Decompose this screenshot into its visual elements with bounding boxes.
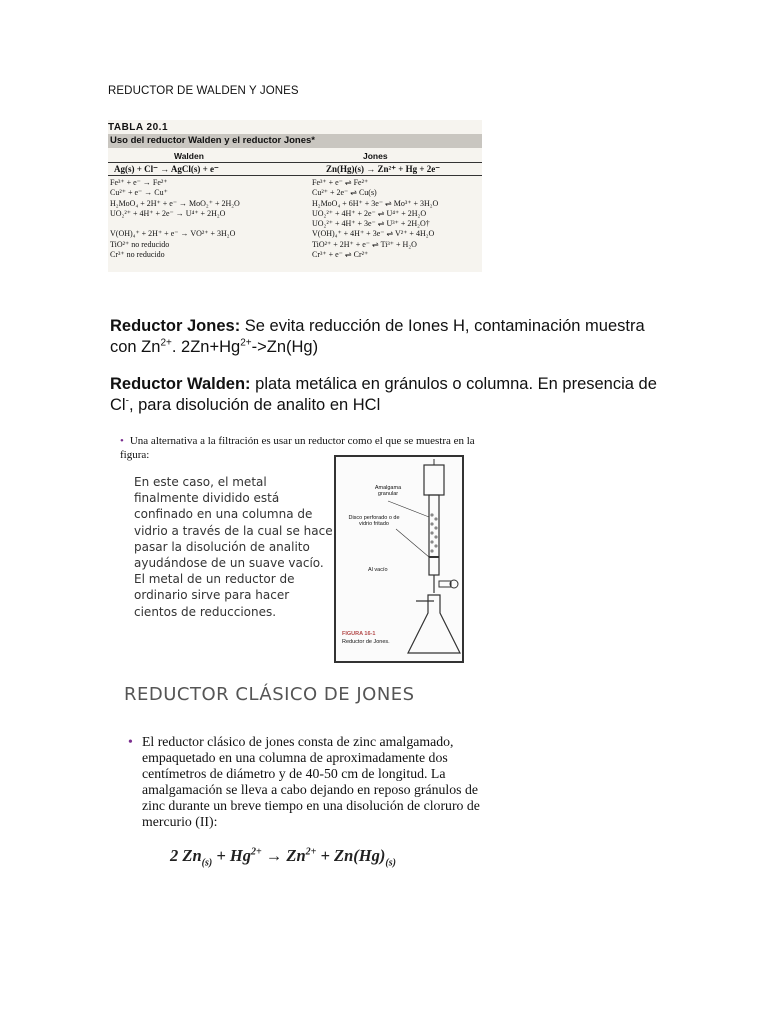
- fig-label-disco: Disco perforado o de vidrio fritado: [348, 515, 400, 527]
- table-20-1: [108, 120, 482, 272]
- superscript: -: [125, 395, 129, 407]
- slide-reductor-clasico: [112, 676, 510, 886]
- eq-part: 2 Zn: [170, 846, 202, 865]
- table-row: UO₂²⁺ + 4H⁺ + 2e⁻ ⇌ U⁴⁺ + 2H₂O: [312, 208, 427, 218]
- jones-reaction: Zn(Hg)(s) → Zn²⁺ + Hg + 2e⁻: [326, 164, 440, 174]
- table-caption: Uso del reductor Walden y el reductor Jones*: [108, 134, 482, 148]
- bullet-icon: •: [120, 435, 124, 447]
- walden-rows: [110, 178, 240, 260]
- eq-part: → Zn: [261, 846, 306, 865]
- table-row: UO₂²⁺ + 4H⁺ + 2e⁻ → U⁴⁺ + 2H₂O: [110, 208, 226, 218]
- table-row: Fe³⁺ + e⁻ → Fe²⁺: [110, 178, 168, 187]
- jones-reductor-figure: [334, 455, 464, 663]
- walden-reaction: Ag(s) + Cl⁻ → AgCl(s) + e⁻: [114, 164, 219, 174]
- walden-text: plata metálica en gránulos o columna. En presencia de Cl: [110, 375, 657, 414]
- fig-caption-text: Reductor de Jones.: [342, 639, 390, 645]
- table-row: V(OH)₄⁺ + 4H⁺ + 3e⁻ ⇌ V²⁺ + 4H₂O: [312, 229, 435, 239]
- slide1-bullet-text: Una alternativa a la filtración es usar un reductor como el que se muestra en la figura:: [120, 435, 475, 461]
- slide2-body: [130, 734, 490, 830]
- walden-text: , para disolución de analito en HCl: [128, 396, 381, 414]
- table-row: TiO²⁺ no reducido: [110, 239, 170, 249]
- table-row: Cr³⁺ + e⁻ ⇌ Cr²⁺: [312, 250, 369, 260]
- table-rule: [108, 175, 482, 176]
- table-row: Fe³⁺ + e⁻ ⇌ Fe²⁺: [312, 178, 369, 187]
- table-row: Cu²⁺ + e⁻ → Cu⁺: [110, 188, 168, 198]
- eq-sub: (s): [385, 857, 396, 869]
- table-row: H₂MoO₄ + 2H⁺ + e⁻ → MoO₂⁺ + 2H₂O: [110, 198, 240, 208]
- table-row: V(OH)₄⁺ + 2H⁺ + e⁻ → VO²⁺ + 3H₂O: [110, 229, 236, 239]
- eq-sub: (s): [201, 857, 213, 869]
- jones-paragraph: [110, 316, 670, 358]
- jones-text: . 2Zn+Hg: [171, 338, 241, 356]
- table-row: H₂MoO₄ + 6H⁺ + 3e⁻ ⇌ Mo³⁺ + 3H₂O: [312, 198, 439, 208]
- eq-sup: 2+: [305, 846, 317, 858]
- fig-label-amalgama: Amalgama granular: [374, 485, 402, 497]
- walden-paragraph: [110, 374, 670, 416]
- document-title: REDUCTOR DE WALDEN Y JONES: [108, 85, 299, 97]
- table-row: [110, 219, 240, 229]
- table-heading: TABLA 20.1: [108, 122, 169, 133]
- jones-text: ->Zn(Hg): [251, 338, 319, 356]
- table-row: Cr³⁺ no reducido: [110, 250, 165, 260]
- table-row: TiO²⁺ + 2H⁺ + e⁻ ⇌ Ti³⁺ + H₂O: [312, 239, 417, 249]
- bullet-icon: •: [128, 734, 133, 749]
- slide2-title: REDUCTOR CLÁSICO DE JONES: [124, 684, 415, 705]
- col-header-jones: Jones: [363, 151, 388, 161]
- slide1-body: En este caso, el metal finalmente dividido está confinado en una columna de vidrio a través de la cual se hace pasar la disolución de analito ayudándose de un suave vacío. El metal de un reductor de ordinario sirve para hacer cientos de reducciones.: [134, 475, 333, 619]
- col-header-walden: Walden: [174, 151, 204, 161]
- eq-part: + Hg: [212, 846, 251, 865]
- jones-text: Se evita reducción de Iones H, contaminación muestra con Zn: [110, 317, 645, 356]
- table-rule: [108, 162, 482, 163]
- superscript: 2+: [240, 337, 252, 349]
- table-row: UO₂²⁺ + 4H⁺ + 3e⁻ ⇌ U³⁺ + 2H₂O†: [312, 219, 430, 229]
- jones-label: Reductor Jones:: [110, 317, 241, 335]
- walden-label: Reductor Walden:: [110, 375, 251, 393]
- fig-caption-number: FIGURA 16-1: [342, 631, 376, 637]
- eq-part: + Zn(Hg): [316, 846, 386, 865]
- jones-rows: [312, 178, 438, 260]
- eq-sup: 2+: [250, 846, 262, 858]
- fig-label-vacio: Al vacío: [368, 567, 388, 573]
- slide2-body-text: El reductor clásico de jones consta de zinc amalgamado, empaquetado en una columna de aproximadamente dos centímetros de diámetro y de 40-50 cm de longitud. La amalgamación se lleva a cabo dejando en reposo gránulos de zinc durante un breve tiempo en una disolución de cloruro de mercurio (II):: [142, 734, 480, 829]
- slide-reductor-figure: [112, 428, 510, 668]
- superscript: 2+: [160, 337, 172, 349]
- amalgamation-equation: [170, 846, 396, 868]
- table-row: Cu²⁺ + 2e⁻ ⇌ Cu(s): [312, 188, 377, 198]
